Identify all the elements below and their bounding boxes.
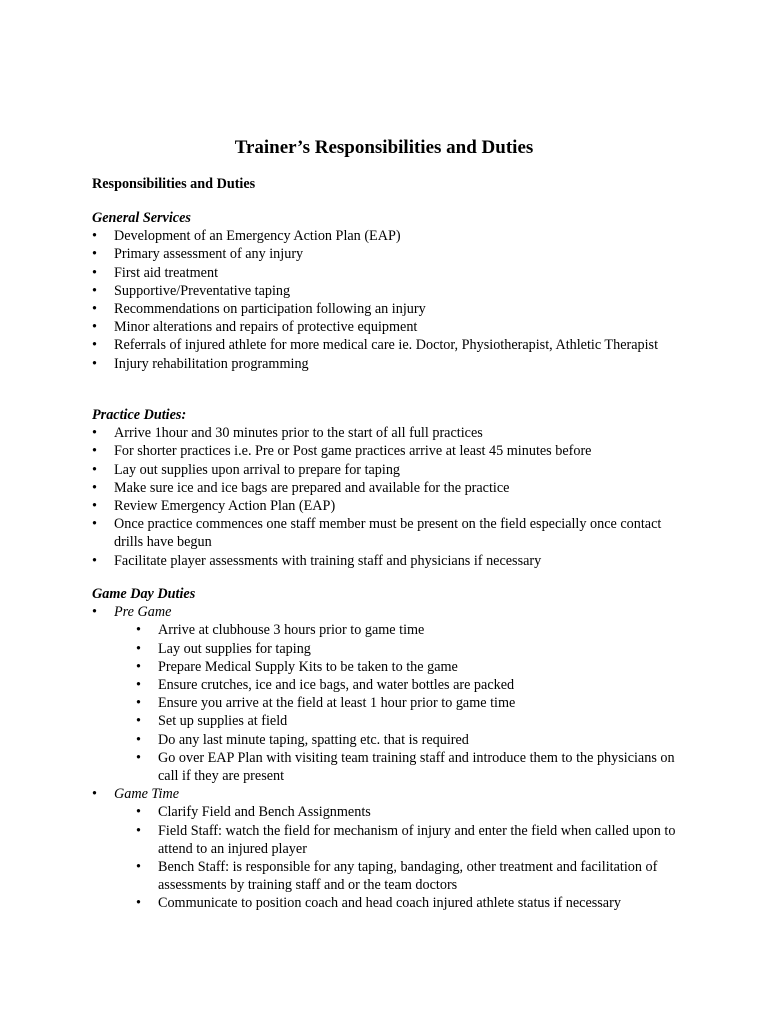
list-item: • Set up supplies at field [136, 712, 682, 730]
general-services-section [92, 209, 682, 373]
page-subtitle: Responsibilities and Duties [92, 176, 256, 192]
list-item: • Ensure crutches, ice and ice bags, and water bottles are packed [136, 676, 682, 694]
list-item: • For shorter practices i.e. Pre or Post game practices arrive at least 45 minutes before [92, 442, 682, 460]
general-services-list [92, 227, 682, 373]
list-item: • Bench Staff: is responsible for any taping, bandaging, other treatment and facilitation of assessments by training staff and or the team doctors [136, 858, 682, 894]
page-title: Trainer’s Responsibilities and Duties [234, 137, 534, 158]
pre-game-list [136, 621, 682, 785]
list-item: • Arrive 1hour and 30 minutes prior to the start of all full practices [92, 424, 682, 442]
game-day-list [92, 603, 682, 912]
list-item: • Supportive/Preventative taping [92, 282, 682, 300]
list-item: • Do any last minute taping, spatting etc. that is required [136, 731, 682, 749]
list-item: • Primary assessment of any injury [92, 245, 682, 263]
list-item: • Facilitate player assessments with training staff and physicians if necessary [92, 552, 682, 570]
list-item: • Prepare Medical Supply Kits to be taken to the game [136, 658, 682, 676]
list-item: • Injury rehabilitation programming [92, 355, 682, 373]
game-time-label: Game Time [114, 786, 180, 803]
list-item: • Recommendations on participation following an injury [92, 300, 682, 318]
list-item: • Lay out supplies for taping [136, 640, 682, 658]
game-time-list [136, 803, 682, 912]
pre-game-label: Pre Game [114, 604, 172, 621]
pre-game-group [92, 603, 682, 785]
practice-duties-heading: Practice Duties: [92, 407, 187, 423]
practice-duties-list [92, 424, 682, 570]
list-item: • Minor alterations and repairs of protective equipment [92, 318, 682, 336]
game-day-duties-heading: Game Day Duties [92, 586, 196, 602]
list-item: • Go over EAP Plan with visiting team training staff and introduce them to the physicians on call if they are present [136, 749, 682, 785]
game-day-duties-section [92, 585, 682, 913]
general-services-heading: General Services [92, 210, 191, 226]
list-item: • First aid treatment [92, 264, 682, 282]
list-item: • Make sure ice and ice bags are prepared and available for the practice [92, 479, 682, 497]
list-item: • Lay out supplies upon arrival to prepare for taping [92, 461, 682, 479]
list-item: • Communicate to position coach and head coach injured athlete status if necessary [136, 894, 682, 912]
list-item: • Development of an Emergency Action Plan (EAP) [92, 227, 682, 245]
list-item: • Field Staff: watch the field for mechanism of injury and enter the field when called upon to attend to an injured player [136, 822, 682, 858]
list-item: • Referrals of injured athlete for more medical care ie. Doctor, Physiotherapist, Athletic Therapist [92, 336, 682, 354]
list-item: • Ensure you arrive at the field at least 1 hour prior to game time [136, 694, 682, 712]
practice-duties-section [92, 406, 682, 570]
list-item: • Arrive at clubhouse 3 hours prior to game time [136, 621, 682, 639]
game-time-group [92, 785, 682, 912]
list-item: • Once practice commences one staff member must be present on the field especially once contact drills have begun [92, 515, 682, 551]
list-item: • Review Emergency Action Plan (EAP) [92, 497, 682, 515]
list-item: • Clarify Field and Bench Assignments [136, 803, 682, 821]
